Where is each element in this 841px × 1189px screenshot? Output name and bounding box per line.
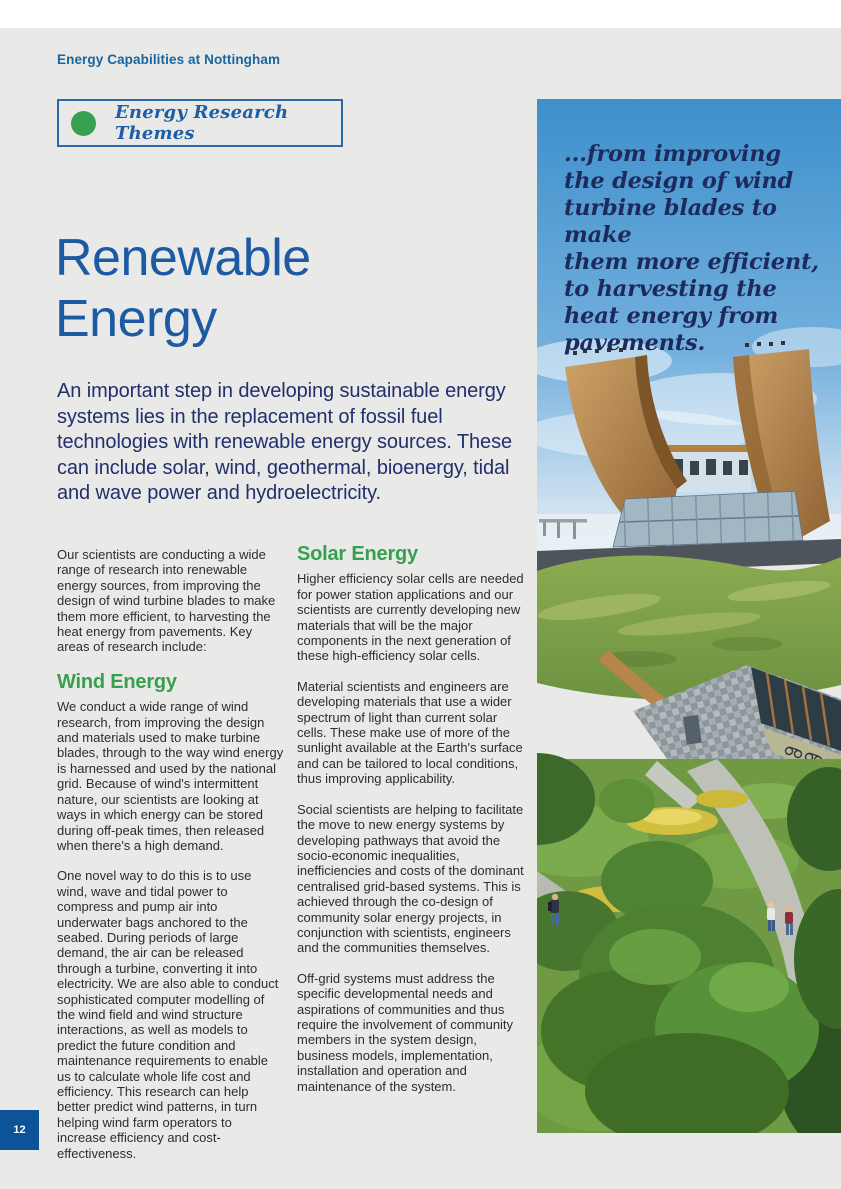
lead-paragraph: An important step in developing sustainable energy systems lies in the replacement of fossil fuel technologies with renewable energy sources. These can include solar, wind, geothermal, bioenergy, tidal and wave power and hydroelectricity.: [57, 380, 513, 505]
page-title-line1: Renewable: [55, 229, 311, 287]
flower-bed: [696, 790, 748, 808]
pull-quote-line: heat energy from: [564, 303, 779, 329]
garden: [537, 753, 841, 1133]
column-right: [297, 543, 524, 1176]
person-head: [786, 906, 792, 912]
shrub: [599, 779, 655, 823]
railing: [539, 519, 587, 523]
pull-quote-line: pavements.: [564, 330, 706, 356]
person-torso: [785, 912, 793, 924]
person-leg: [786, 924, 789, 935]
green-dot-icon: [71, 111, 96, 136]
wind-paragraph-2: One novel way to do this is to use wind, wave and tidal power to compress and pump air into underwater bags anchored to the seabed. During periods of large demand, the air can be released through a turbine, converting it into electricity. We are also able to conduct sophisticated computer modelling of the wind field and wind structure interactions, as well as models to predict the future condition and maintenance requirements to enable us to calculate whole life cost and efficiency. This research can help better predict wind patterns, in turn helping wind farm operators to increase efficiency and cost-effectiveness.: [57, 868, 279, 1161]
campus-photo: [537, 99, 841, 1133]
railing-post: [557, 522, 560, 538]
solar-paragraph-4: Off-grid systems must address the specific developmental needs and aspirations of communities and thus require the involvement of community members in the system design, business models, implementation, installation and operation and maintenance of the system.: [297, 970, 514, 1094]
page-title-line2: Energy: [55, 290, 217, 348]
pull-quote-line: the design of wind: [564, 168, 794, 194]
body-columns: [57, 543, 524, 1176]
doc-header: Energy Capabilities at Nottingham: [57, 52, 281, 67]
pull-quote-line: turbine blades to make: [564, 195, 777, 248]
solar-paragraph-1: Higher efficiency solar cells are needed for power station applications and our scientists are currently developing new materials that will be the major components in the next generation of these high-efficiency solar cells.: [297, 571, 524, 664]
pull-quote-line: ...from improving: [564, 141, 781, 167]
solar-paragraph-3: Social scientists are helping to facilitate the move to new energy systems by developing pathways that avoid the socio-economic inequalities, inefficiencies and costs of the dominant centralised grid-based systems. This is achieved through the co-design of community solar energy projects, in conjunction with scientists, engineers and the communities themselves.: [297, 801, 524, 956]
column-left: [57, 547, 284, 1176]
page-number-box: [0, 1110, 39, 1150]
person-torso: [767, 908, 775, 920]
page-number: 12: [13, 1124, 26, 1136]
tree-highlight: [609, 929, 701, 985]
theme-badge: [57, 99, 343, 147]
solar-energy-heading: Solar Energy: [297, 543, 418, 565]
green-roof: [537, 555, 841, 700]
tree-highlight: [709, 962, 789, 1012]
intro-paragraph: Our scientists are conducting a wide range of research into renewable energy sources, from improving the design of wind turbine blades to make them more efficient, to harvesting the heat energy from pavements. Key areas of research include:: [57, 547, 276, 655]
grass-shadow: [712, 637, 782, 651]
person-head: [768, 902, 774, 908]
solar-paragraph-2: Material scientists and engineers are developing materials that use a wider spectrum of light than current solar cells. These make use of more of the sunlight available at the Earth's surface and can be tailored to local conditions, thus improving applicability.: [297, 678, 523, 787]
person-leg: [551, 913, 554, 925]
wind-paragraph-1: We conduct a wide range of wind research, from improving the design and materials used to make turbine blades, through to the way wind energy is harnessed and used by the national grid. Because of wind's intermittent nature, our scientists are looking at ways in which energy can be stored during off-peak times, then released when there's a high demand.: [57, 699, 284, 853]
wind-energy-heading: Wind Energy: [57, 670, 177, 693]
theme-badge-label: Energy Research Themes: [115, 102, 289, 144]
page-title: [55, 228, 311, 350]
person-head: [552, 894, 558, 900]
railing-post: [573, 522, 576, 539]
pull-quote: [564, 141, 824, 357]
pull-quote-line: to harvesting the: [564, 276, 777, 302]
railing-post: [543, 522, 546, 536]
backpack: [548, 902, 552, 911]
person-leg: [790, 924, 793, 935]
pull-quote-line: them more efficient,: [564, 249, 819, 275]
person-leg: [772, 920, 775, 931]
person-leg: [556, 913, 559, 925]
solar-panel-array: [613, 491, 803, 547]
person-leg: [768, 920, 771, 931]
